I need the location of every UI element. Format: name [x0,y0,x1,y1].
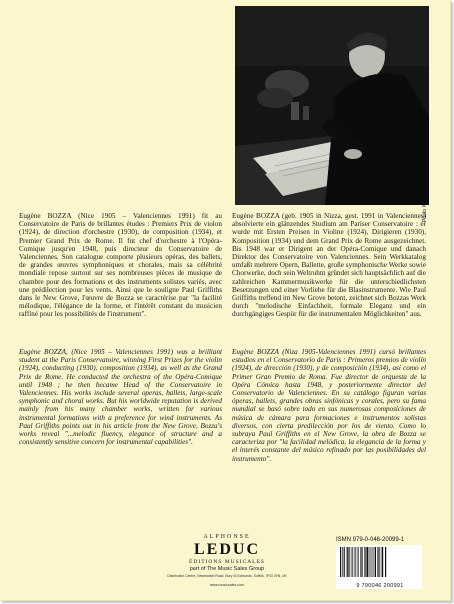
barcode-bar [364,547,365,577]
composer-photo [235,6,429,205]
barcode-bar [366,547,368,577]
barcode-bar [382,547,383,577]
publisher-first-name: ALPHONSE [203,534,251,540]
barcode-bar [352,547,353,577]
barcode-bar [369,547,370,577]
barcode-bar [378,547,379,577]
barcode-bar [362,547,363,577]
barcode-bars [336,545,422,583]
barcode-bar [375,547,376,577]
barcode-bar [357,547,358,577]
barcode-bar [365,547,366,577]
barcode-bar [374,547,375,577]
publisher-name: LEDUC [193,541,260,558]
barcode-bar [371,547,372,577]
barcode-bar [355,547,356,577]
barcode-bar [342,547,343,577]
bio-german: Eugène BOZZA (geb. 1905 in Nizza, gest. 1991 in Valenciennes) absolvierte ein glänzendes Studium am Pariser Conservatoire : er wurde mit Ersten Preisen in Violine (1924), Dirigieren (1930), Komposition (1934) und dem Grand Prix de Rome ausgezeichnet. Bis 1948 war er Dirigent an der Opéra-Comique und danach Direktor des Conservatoire von Valenciennes. Sein Werkkatalog umfaßt mehrere Opern, Ballette, große symphonische Werke sowie Chorwerke, doch sein Weltruhm gründet sich hauptsächlich auf die zahlreichen Kammermusikwerke für die unterschiedlichsten Besetzungen und einer Vorliebe für die Blasinstrumente. Wie Paul Griffiths treffend im New Grove betont, zeichnet sich Bozzas Werk durch "melodische Einfachheit, formale Eleganz und ein durchgängiges Gespür für die instrumentalen Möglichkeiten" aus. [232,212,426,319]
publisher-website: www.musicsales.com [209,583,245,587]
barcode-bar [344,547,345,577]
barcode-bar [358,547,359,577]
composer-photo-image [235,6,429,205]
barcode-bar [372,547,373,577]
barcode-bar [354,547,355,577]
barcode-bar [360,547,361,577]
publisher-group: part of The Music Sales Group [189,566,265,572]
bio-french: Eugène BOZZA (Nice 1905 – Valenciennes 1991) fit au Conservatoire de Paris de brillantes études : Premiers Prix de violon (1924), de direction d'orchestre (1930), de composition (1934), et Premier Grand Prix de Rome. Il fut chef d'orchestre à l'Opéra-Comique jusqu'en 1948, puis directeur du Conservatoire de Valenciennes. Son catalogue comporte plusieurs opéras, des ballets, de grandes œuvres symphoniques et chorales, mais sa célébrité mondiale repose surtout sur ses nombreuses pièces de musique de chambre pour des formations et des instruments solistes variés, avec une prédilection pour les vents. Ainsi que le souligne Paul Griffiths dans le New Grove, l'œuvre de Bozza se caractérise par "la facilité mélodique, l'élégance de la forme, et l'intérêt constant du musicien raffiné pour les possibilités de l'instrument". [19,212,222,319]
bio-english: Eugène BOZZA, (Nice 1905 – Valenciennes 1991) was a brilliant student at the Paris Conservatoire, winning First Prizes for the violin (1924), conducting (1930), composition (1934), as well as the Grand Prix de Rome. He conducted the orchestra of the Opéra-Comique until 1948 ; he then became Head of the Conservatoire in Valenciennes. His works include several operas, ballets, large-scale symphonic and choral works. But his worldwide reputation is derived mainly from his many chamber works, written for various instrumental formations with a preference for wind instruments. As Paul Griffiths points out in his article from the New Grove, Bozza's works reveal "...melodic fluency, elegance of structure and a consistently sensitive concern for instrumental capabilities". [19,348,222,447]
bio-spanish: Eugène BOZZA (Niza 1905-Valenciennes 1991) cursó brillantes estudios en el Conservatorio de Paris : Primeros premios de violín (1924), de dirección (1930), y de composición (1934), así como el Primer Gran Premio de Roma. Fue director de orquesta de la Opéra Cómica hasta 1948, y posteriormente director del Conservatorio de Valenciennes. En su catálogo figuran varias óperas, ballets, grandes obras sinfónicas y corales, pero su fama mundial se basó sobre todo en sus numerosas composiciones de música de cámara para formaciones e instrumentos solistas diversos, con cierta predilección por los de viento. Como lo subraya Paul Griffiths en el New Grove, la obra de Bozza se caracteriza por "la facilidad melódica, la elegancia de la forma y el interés constante del músico refinado por las posibilidades del instrumento". [232,348,426,463]
ismn-number: ISMN 979-0-046-20099-1 [336,537,405,543]
barcode-bar [340,547,341,577]
publisher-address: Distribution Centre, Newmarket Road, Bury St Edmunds, Suffolk, IP33 3YB, UK [167,574,287,578]
barcode-bar [348,547,349,577]
barcode-digits: 9 790046 200991 [338,583,422,589]
barcode-bar [381,547,382,577]
barcode-bar [351,547,352,577]
publisher-subtitle: ÉDITIONS MUSICALES [189,559,265,565]
photo-credit: Photo X [422,204,428,222]
barcode-bar [385,547,386,577]
barcode-bar [377,547,378,577]
barcode [336,545,422,589]
barcode-bar [347,547,348,577]
